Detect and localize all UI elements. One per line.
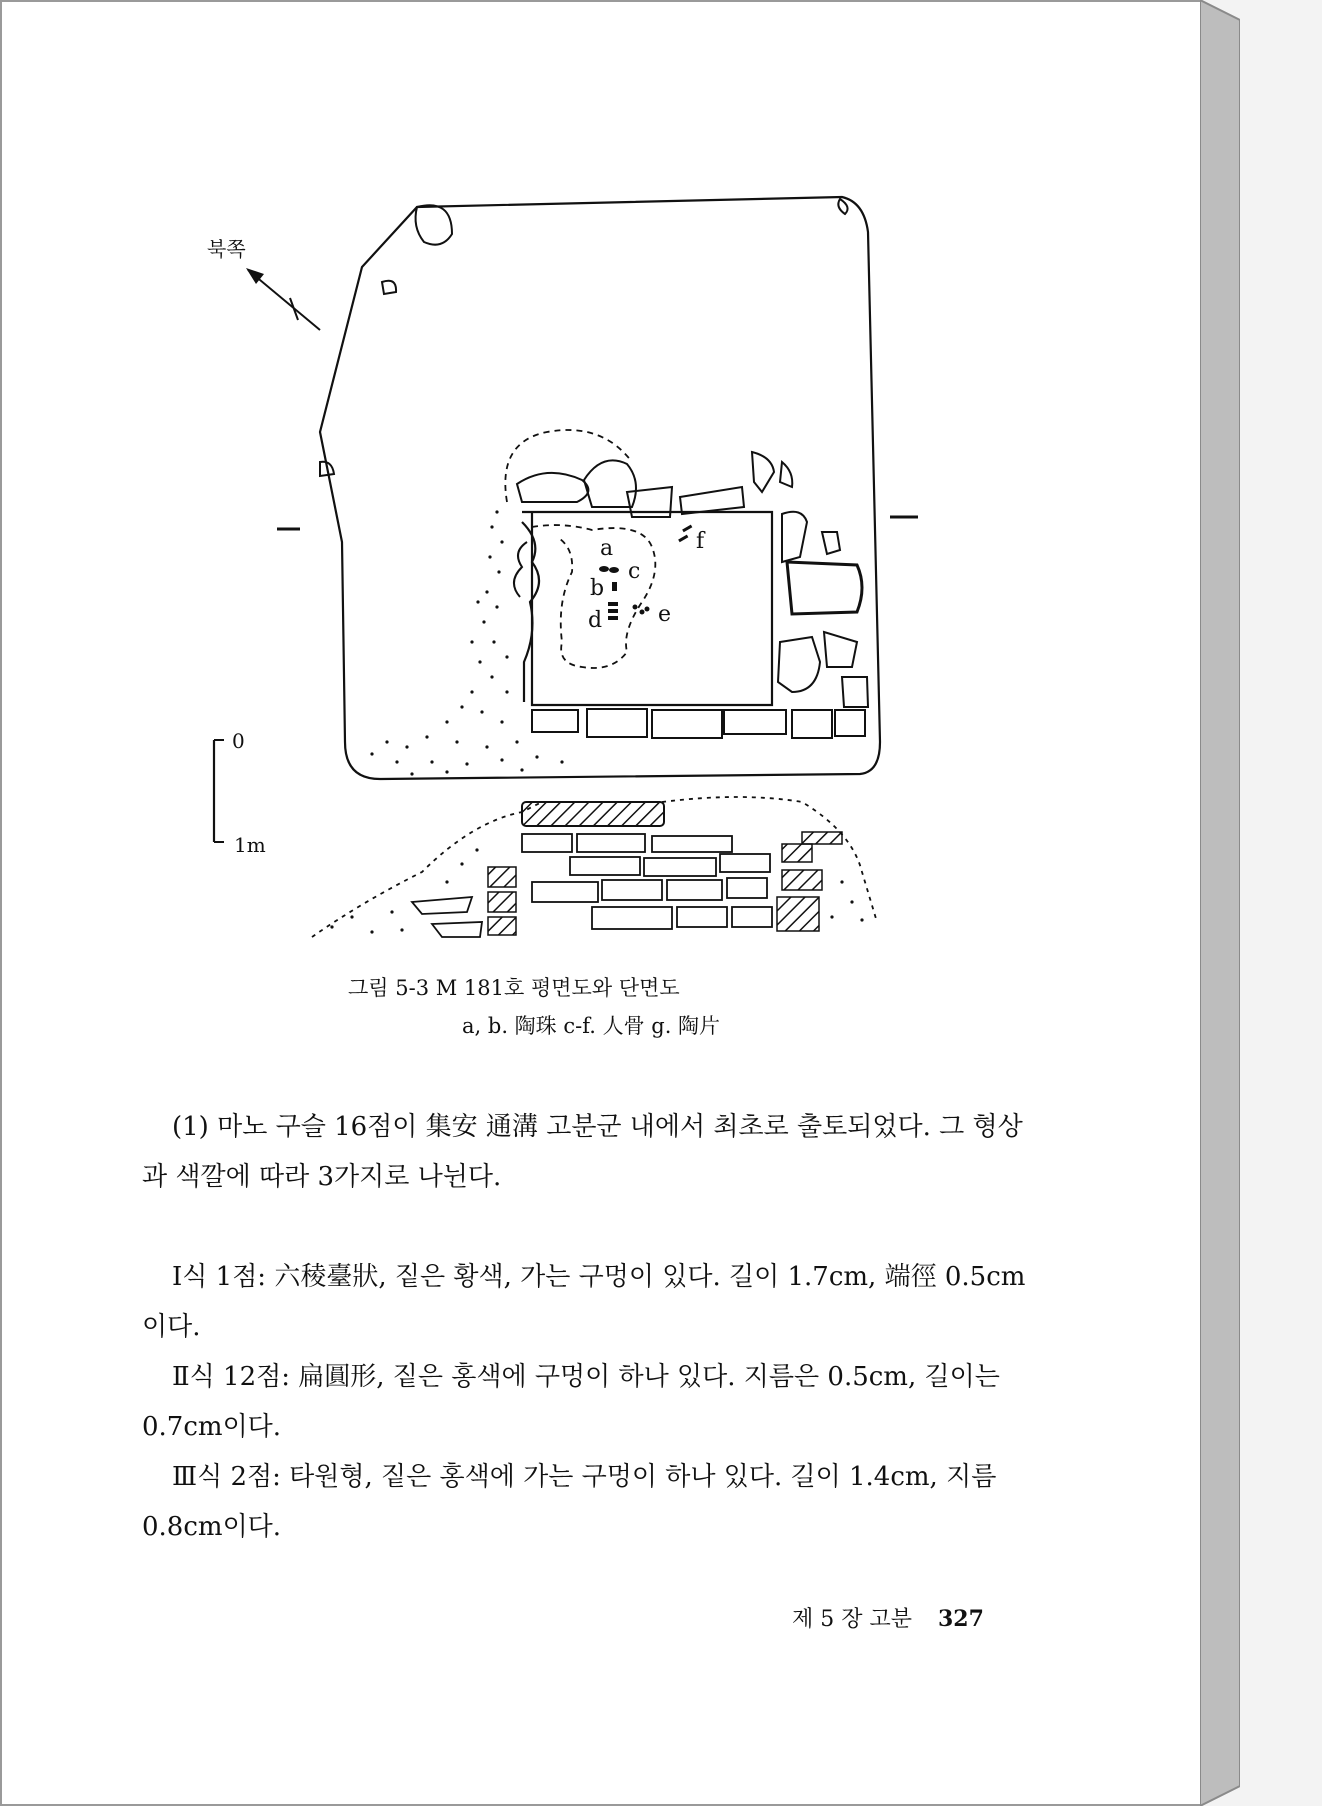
section-drawing (312, 797, 877, 937)
page-footer (792, 1602, 984, 1633)
svg-text:e: e (658, 602, 672, 627)
north-label: 북쪽 (207, 237, 246, 261)
find-labels (588, 529, 706, 633)
paragraph-type-3: Ⅲ식 2점: 타원형, 짙은 홍색에 가는 구멍이 하나 있다. 길이 1.4cm, 지름 0.8cm이다. (142, 1462, 997, 1542)
svg-text:c: c (628, 559, 641, 584)
paragraph-type-2: Ⅱ식 12점: 扁圓形, 짙은 홍색에 구멍이 하나 있다. 지름은 0.5cm, 길이는 0.7cm이다. (142, 1362, 1000, 1442)
svg-text:d: d (588, 608, 603, 633)
svg-text:f: f (696, 529, 705, 554)
north-arrow-icon (246, 268, 320, 330)
figure-caption-legend: a, b. 陶珠 c-f. 人骨 g. 陶片 (462, 1014, 721, 1038)
chapter-label: 제 5 장 고분 (792, 1607, 912, 1632)
scale-zero: 0 (232, 729, 245, 753)
figure-caption-title: 그림 5-3 M 181호 평면도와 단면도 (348, 976, 680, 1000)
paragraph-type-1: Ⅰ식 1점: 六稜臺狀, 짙은 황색, 가는 구멍이 있다. 길이 1.7cm, 端徑 0.5cm이다. (142, 1262, 1026, 1342)
scale-bar (214, 740, 224, 842)
svg-text:b: b (590, 576, 605, 601)
scale-one: 1m (234, 833, 266, 857)
book-spine-edge (1200, 0, 1240, 1806)
svg-text:a: a (600, 536, 614, 561)
tomb-plan-figure (2, 2, 1202, 962)
paragraph-intro: (1) 마노 구슬 16점이 集安 通溝 고분군 내에서 최초로 출토되었다. 그 형상과 색깔에 따라 3가지로 나뉜다. (142, 1112, 1023, 1192)
page-number: 327 (938, 1606, 984, 1632)
